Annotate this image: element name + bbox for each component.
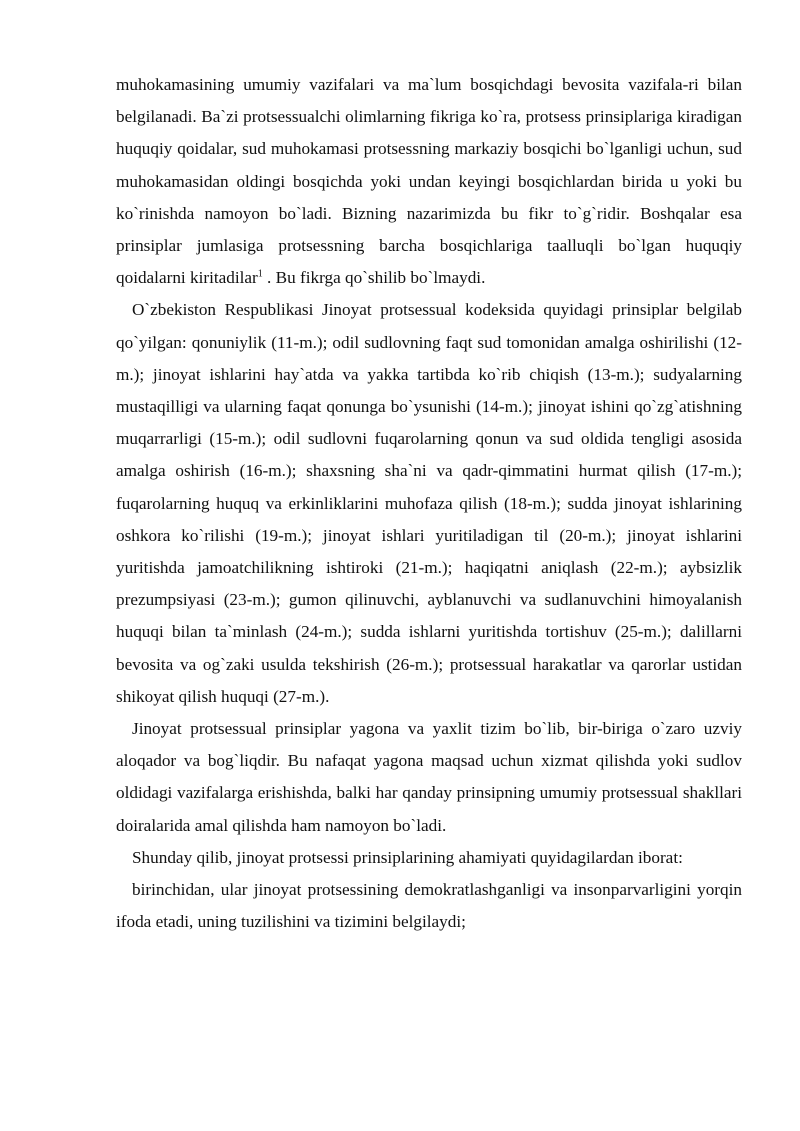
- paragraph-procedural-views: [116, 69, 742, 294]
- paragraph-unified-system: Jinoyat protsessual prinsiplar yagona va yaxlit tizim bo`lib, bir-biriga o`zaro uzviy aloqador va bog`liqdir. Bu nafaqat yagona maqsad uchun xizmat qilishda yoki sudlov oldidagi vazifalarga erishishda, balki har qanday prinsipning umumiy protsessual shakllari doiralarida amal qilishda ham namoyon bo`ladi.: [116, 719, 742, 835]
- paragraph-text: muhokamasining umumiy vazifalari va ma`lum bosqichdagi bevosita vazifala-ri bilan belgilanadi. Ba`zi protsessualchi olimlarning fikriga ko`ra, protsess prinsiplariga kiradigan huquqiy qoidalar, sud muhokamasi protsessning markaziy bosqichi bo`lganligi uchun, sud muhokamasidan oldingi bosqichda yoki undan keyingi bosqichlardan birida u yoki bu ko`rinishda namoyon bo`ladi. Bizning nazarimizda bu fikr to`g`ridir. Boshqalar esa prinsiplar jumlasiga protsessning barcha bosqichlariga taalluqli bo`lgan huquqiy qoidalarni kiritadilar: [116, 75, 742, 288]
- document-page: [116, 69, 742, 938]
- paragraph-first-point: birinchidan, ular jinoyat protsessining demokratlashganligi va insonparvarligini yorqin ifoda etadi, uning tuzilishini va tizimini belgilaydi;: [116, 880, 742, 932]
- paragraph-principles-list: O`zbekiston Respublikasi Jinoyat protsessual kodeksida quyidagi prinsiplar belgilab qo`yilgan: qonuniylik (11-m.); odil sudlovning faqt sud tomonidan amalga oshirilishi (12-m.); jinoyat ishlarini hay`atda va yakka tartibda ko`rib chiqish (13-m.); sudyalarning mustaqilligi va ularning faqat qonunga bo`ysunishi (14-m.); jinoyat ishini qo`zg`atishning muqarrarligi (15-m.); odil sudlovni fuqarolarning qonun va sud oldida tengligi asosida amalga oshirish (16-m.); shaxsning sha`ni va qadr-qimmatini hurmat qilish (17-m.); fuqarolarning huquq va erkinliklarini muhofaza qilish (18-m.); sudda jinoyat ishlarining oshkora ko`rilishi (19-m.); jinoyat ishlari yuritiladigan til (20-m.); jinoyat ishlarini yuritishda jamoatchilikning ishtiroki (21-m.); haqiqatni aniqlash (22-m.); aybsizlik prezumpsiyasi (23-m.); gumon qilinuvchi, ayblanuvchi va sudlanuvchini himoyalanish huquqi bilan ta`minlash (24-m.); sudda ishlarni yuritishda tortishuv (25-m.); dalillarni bevosita va og`zaki usulda tekshirish (26-m.); protsessual harakatlar va qarorlar ustidan shikoyat qilish huquqi (27-m.).: [116, 300, 742, 706]
- paragraph-text-continued: . Bu fikrga qo`shilib bo`lmaydi.: [262, 268, 486, 288]
- footnote-mark: 1: [257, 268, 263, 280]
- paragraph-significance-intro: Shunday qilib, jinoyat protsessi prinsiplarining ahamiyati quyidagilardan iborat:: [132, 847, 683, 867]
